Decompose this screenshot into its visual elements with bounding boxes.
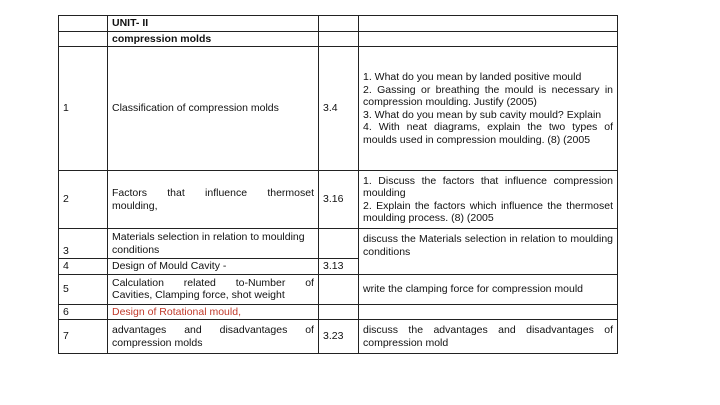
row-page: 3.23: [319, 320, 359, 354]
row-number: 7: [59, 320, 108, 354]
row-questions: 1. Discuss the factors that influence compression moulding 2. Explain the factors which influence the thermoset moulding process. (8) (2005: [359, 171, 618, 229]
table-row: [59, 47, 618, 171]
row-topic: Classification of compression molds: [108, 47, 319, 171]
row-questions: discuss the Materials selection in relation to moulding conditions: [359, 229, 618, 275]
table-row: [59, 171, 618, 229]
row-topic: Factors that influence thermoset moulding,: [108, 171, 319, 229]
row-page: 3.16: [319, 171, 359, 229]
row-questions: discuss the advantages and disadvantages of compression mold: [359, 320, 618, 354]
row-topic: Materials selection in relation to moulding conditions: [108, 229, 319, 259]
row-topic: Design of Rotational mould,: [108, 304, 319, 320]
row-number: 1: [59, 47, 108, 171]
header-empty-cell: [59, 16, 108, 32]
unit-title: UNIT- II: [108, 16, 319, 32]
row-questions: 1. What do you mean by landed positive mould 2. Gassing or breathing the mould is necessary in compression moulding. Justify (2005) 3. What do you mean by sub cavity mould? Explain 4. With neat diagrams, explain the two types of moulds used in compression moulding. (8) (2005: [359, 47, 618, 171]
syllabus-table: [58, 15, 618, 354]
table-row: [59, 320, 618, 354]
row-topic: Design of Mould Cavity -: [108, 259, 319, 275]
row-page: 3.13: [319, 259, 359, 275]
table-row: [59, 304, 618, 320]
row-questions: write the clamping force for compression mould: [359, 274, 618, 304]
unit-topic: compression molds: [108, 31, 319, 47]
row-page: 3.4: [319, 47, 359, 171]
row-number: 4: [59, 259, 108, 275]
table-row: [59, 229, 618, 259]
row-number: 2: [59, 171, 108, 229]
row-number: 3: [59, 229, 108, 259]
table-row: [59, 274, 618, 304]
row-number: 6: [59, 304, 108, 320]
row-topic: advantages and disadvantages of compression molds: [108, 320, 319, 354]
row-number: 5: [59, 274, 108, 304]
row-topic: Calculation related to-Number of Cavities, Clamping force, shot weight: [108, 274, 319, 304]
